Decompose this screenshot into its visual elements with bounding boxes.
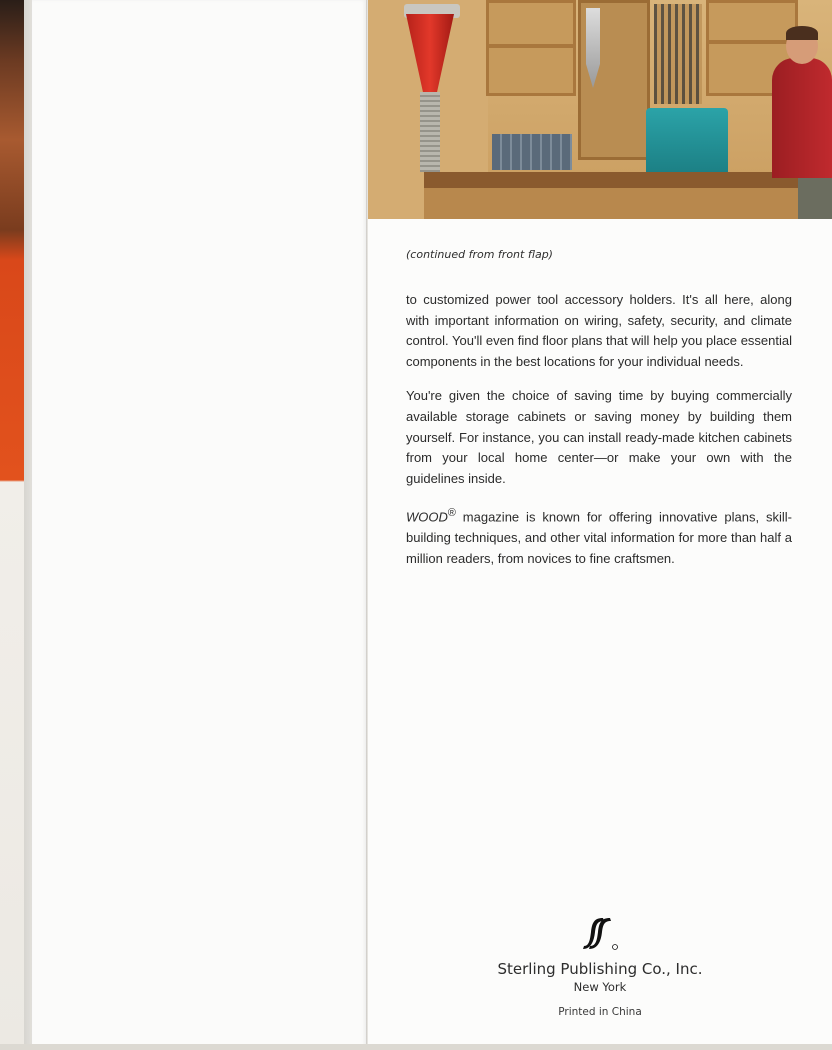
- magazine-name: WOOD: [406, 509, 448, 525]
- photo-shelf-left: [486, 0, 576, 96]
- publisher-name: Sterling Publishing Co., Inc.: [497, 960, 703, 978]
- continued-note: (continued from front flap): [406, 248, 553, 261]
- workshop-photo: [368, 0, 832, 219]
- photo-person-hair: [786, 26, 818, 40]
- photo-person-body: [772, 58, 832, 178]
- photo-shelf-left-board: [486, 44, 576, 48]
- photo-dust-hose: [420, 92, 440, 172]
- flap-body-text: [406, 290, 792, 583]
- paragraph-2: You're given the choice of saving time by buying commercially available storage cabinets or saving money by building them yourself. For instance, you can install ready-made kitchen cabinets from your local home center—or make your own with the guidelines inside.: [406, 388, 792, 486]
- photo-tool-case: [646, 108, 728, 178]
- photo-workbench-base: [424, 188, 804, 219]
- registered-mark: ®: [447, 507, 456, 520]
- paragraph-1: to customized power tool accessory holders. It's all here, along with important information on wiring, safety, security, and climate control. You'll even find floor plans that will help you place essential components in the best locations for your individual needs.: [406, 292, 792, 369]
- back-flap: [368, 0, 832, 1050]
- publisher-city: New York: [573, 980, 627, 994]
- printed-in-note: Printed in China: [558, 1006, 642, 1018]
- sterling-logo-icon: [580, 912, 620, 952]
- cover-edge-strip: [0, 0, 24, 1050]
- photo-parts-bins: [492, 134, 572, 170]
- paragraph-3-text: magazine is known for offering innovative plans, skill-building techniques, and other vital information for more than half a million readers, from novices to fine craftsmen.: [406, 509, 792, 566]
- photo-workbench-top: [424, 172, 804, 188]
- photo-chisel-rack: [654, 4, 702, 104]
- bottom-edge: [0, 1044, 832, 1050]
- paragraph-3: [406, 503, 792, 569]
- photo-shelf-right-board: [706, 40, 798, 44]
- blank-flap-panel: [32, 0, 366, 1050]
